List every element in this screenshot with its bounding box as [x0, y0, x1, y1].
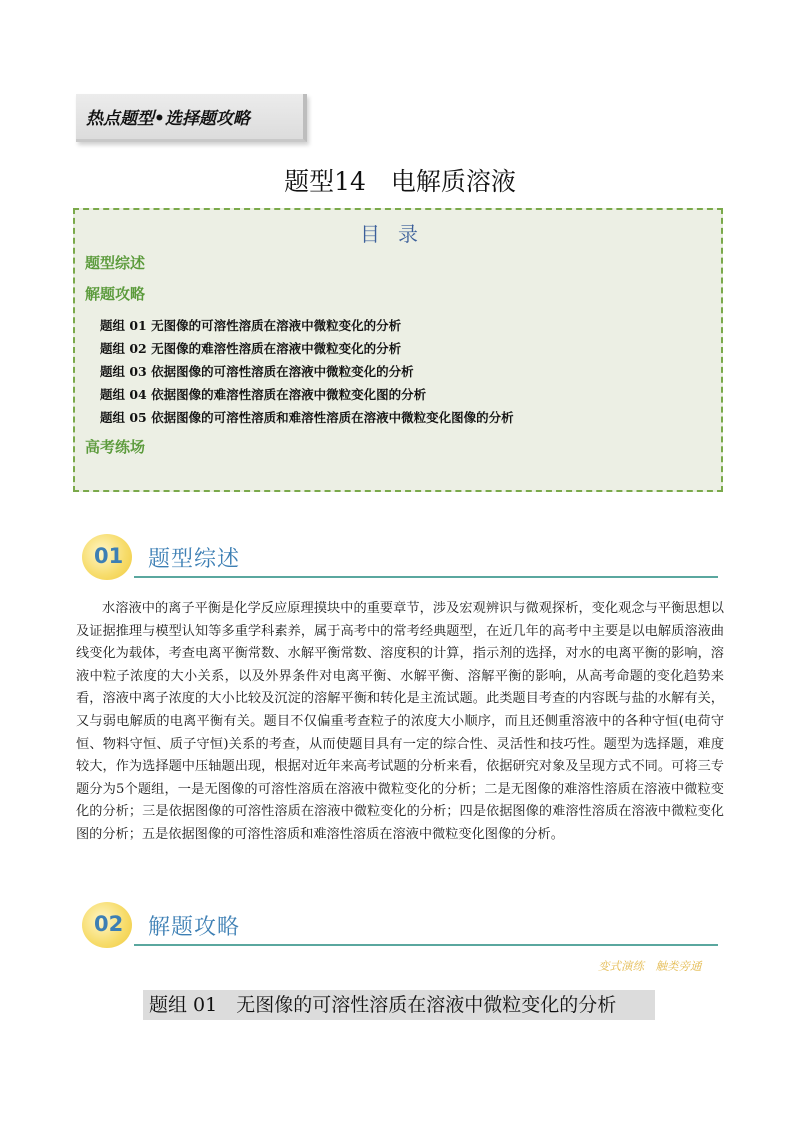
section-number: 01 — [94, 544, 124, 568]
section-header-strategy — [78, 900, 718, 950]
banner-label: 热点题型•选择题攻略 — [86, 109, 250, 129]
tagline: 变式演练 触类旁通 — [598, 959, 702, 973]
toc-link-overview[interactable]: 题型综述 — [85, 254, 146, 272]
section-divider — [134, 944, 718, 946]
toc-link-strategy[interactable]: 解题攻略 — [85, 285, 146, 303]
toc-link-group-04[interactable]: 题组 04 依据图像的难溶性溶质在溶液中微粒变化图的分析 — [100, 387, 427, 402]
toc-link-group-02[interactable]: 题组 02 无图像的难溶性溶质在溶液中微粒变化的分析 — [100, 341, 402, 356]
section-title: 解题攻略 — [148, 915, 241, 940]
toc-link-practice[interactable]: 高考练场 — [85, 438, 146, 456]
page-title: 题型14 电解质溶液 — [284, 167, 516, 196]
section-header-overview — [78, 532, 718, 582]
section-title: 题型综述 — [148, 547, 241, 572]
toc-link-group-03[interactable]: 题组 03 依据图像的可溶性溶质在溶液中微粒变化的分析 — [100, 364, 414, 379]
section-divider — [134, 576, 718, 578]
overview-paragraph: 水溶液中的离子平衡是化学反应原理摸块中的重要章节，涉及宏观辨识与微观探析，变化观念与平衡思想以及证据推理与模型认知等多重学科素养，属于高考中的常考经典题型，在近几年的高考中主要是以电解质溶液曲线变化为载体，考查电离平衡常数、水解平衡常数、溶度积的计算，指示剂的选择，对水的电离平衡的影响，溶液中粒子浓度的大小关系，以及外界条件对电离平衡、水解平衡、溶解平衡的影响，从高考命题的变化趋势来看，溶液中离子浓度的大小比较及沉淀的溶解平衡和转化是主流试题。此类题目考查的内容既与盐的水解有关，又与弱电解质的电离平衡有关。题目不仅偏重考查粒子的浓度大小顺序，而且还侧重溶液中的各种守恒(电荷守恒、物料守恒、质子守恒)关系的考查，从而使题目具有一定的综合性、灵活性和技巧性。题型为选择题，难度较大，作为选择题中压轴题出现，根据对近年来高考试题的分析来看，依据研究对象及呈现方式不同。可将三专题分为5个题组，一是无图像的可溶性溶质在溶液中微粒变化的分析；二是无图像的难溶性溶质在溶液中微粒变化的分析；三是依据图像的可溶性溶质在溶液中微粒变化的分析；四是依据图像的难溶性溶质在溶液中微粒变化图的分析；五是依据图像的可溶性溶质和难溶性溶质在溶液中微粒变化图像的分析。 — [76, 601, 724, 842]
toc-heading: 目录 — [360, 222, 436, 246]
toc-link-group-05[interactable]: 题组 05 依据图像的可溶性溶质和难溶性溶质在溶液中微粒变化图像的分析 — [100, 410, 514, 425]
header-banner — [76, 94, 307, 142]
group-heading: 题组 01 无图像的可溶性溶质在溶液中微粒变化的分析 — [143, 990, 655, 1020]
section-number: 02 — [94, 912, 124, 936]
toc-link-group-01[interactable]: 题组 01 无图像的可溶性溶质在溶液中微粒变化的分析 — [100, 318, 402, 333]
table-of-contents — [73, 208, 723, 492]
